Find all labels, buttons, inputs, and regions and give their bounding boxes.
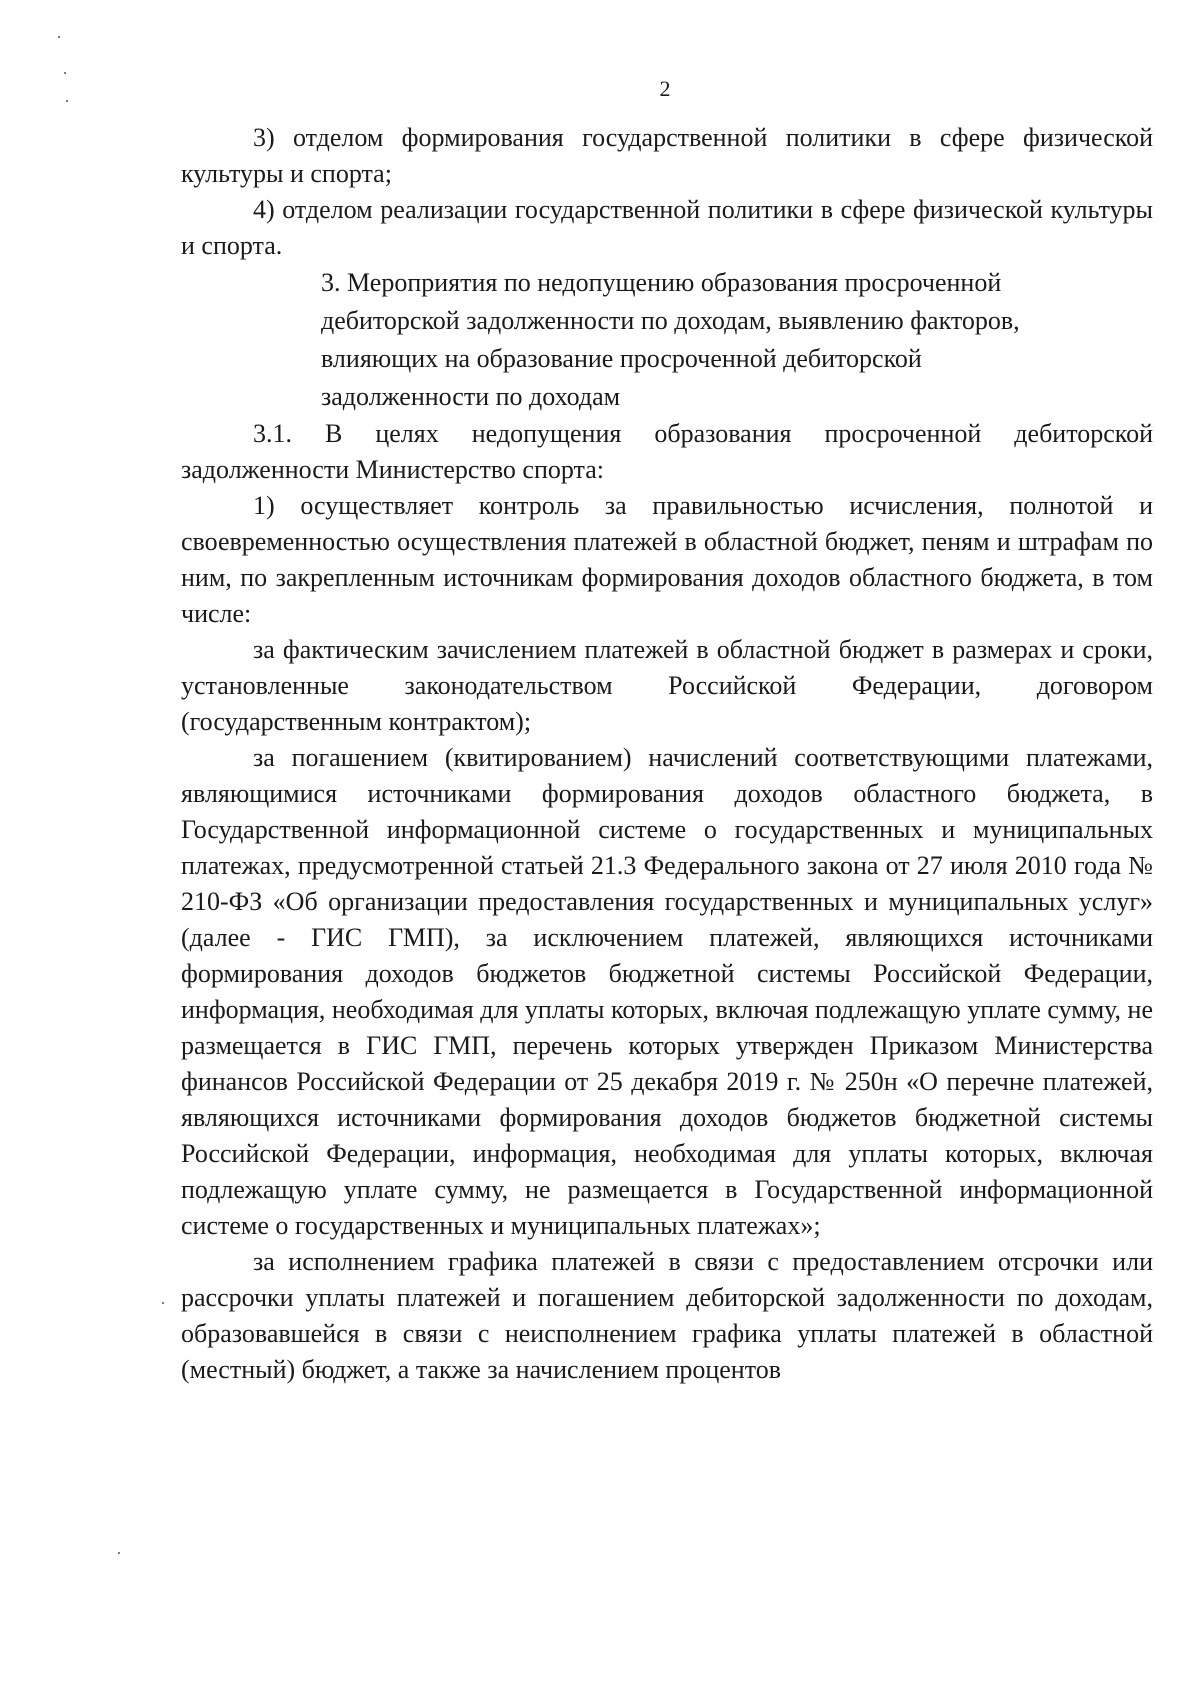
scan-speck bbox=[162, 1302, 164, 1304]
document-body bbox=[181, 120, 1153, 1388]
section-heading-line: 3. Мероприятия по недопущению образования просроченной bbox=[321, 268, 1002, 297]
paragraph-item-3: 3) отделом формирования государственной политики в сфере физической культуры и спорта; bbox=[181, 123, 1153, 188]
page-number: 2 bbox=[659, 76, 671, 101]
paragraph-payment-schedule: за исполнением графика платежей в связи с предоставлением отсрочки или рассрочки уплаты платежей и погашением дебиторской задолженности по доходам, образовавшейся в связи с неисполнением графика уплаты платежей в областной (местный) бюджет, а также за начислением процентов bbox=[181, 1247, 1153, 1384]
paragraph-actual-payments: за фактическим зачислением платежей в областной бюджет в размерах и сроки, установленные законодательством Российской Федерации, договором (государственным контрактом); bbox=[181, 635, 1153, 736]
section-heading-line: дебиторской задолженности по доходам, выявлению факторов, bbox=[321, 306, 1020, 335]
section-heading-line: влияющих на образование просроченной дебиторской bbox=[321, 344, 922, 373]
section-heading bbox=[181, 264, 1153, 416]
section-heading-line: задолженности по доходам bbox=[321, 382, 621, 411]
scan-speck bbox=[118, 1552, 120, 1554]
paragraph-item-1: 1) осуществляет контроль за правильностью исчисления, полнотой и своевременностью осуществления платежей в областной бюджет, пеням и штрафам по ним, по закрепленным источникам формирования доходов областного бюджета, в том числе: bbox=[181, 491, 1153, 628]
scan-speck bbox=[58, 36, 60, 38]
scan-speck bbox=[66, 100, 68, 102]
paragraph-quittance: за погашением (квитированием) начислений соответствующими платежами, являющимися источниками формирования доходов областного бюджета, в Государственной информационной системе о государственных и муниципальных платежах, предусмотренной статьей 21.3 Федерального закона от 27 июля 2010 года № 210-ФЗ «Об организации предоставления государственных и муниципальных услуг» (далее - ГИС ГМП), за исключением платежей, являющихся источниками формирования доходов бюджетов бюджетной системы Российской Федерации, информация, необходимая для уплаты которых, включая подлежащую уплате сумму, не размещается в ГИС ГМП, перечень которых утвержден Приказом Министерства финансов Российской Федерации от 25 декабря 2019 г. № 250н «О перечне платежей, являющихся источниками формирования доходов бюджетов бюджетной системы Российской Федерации, информация, необходимая для уплаты которых, включая подлежащую уплате сумму, не размещается в Государственной информационной системе о государственных и муниципальных платежах»; bbox=[181, 743, 1153, 1240]
scan-speck bbox=[64, 72, 66, 74]
paragraph-item-4: 4) отделом реализации государственной политики в сфере физической культуры и спорта. bbox=[181, 195, 1153, 260]
paragraph-3-1: 3.1. В целях недопущения образования просроченной дебиторской задолженности Министерство спорта: bbox=[181, 419, 1153, 484]
